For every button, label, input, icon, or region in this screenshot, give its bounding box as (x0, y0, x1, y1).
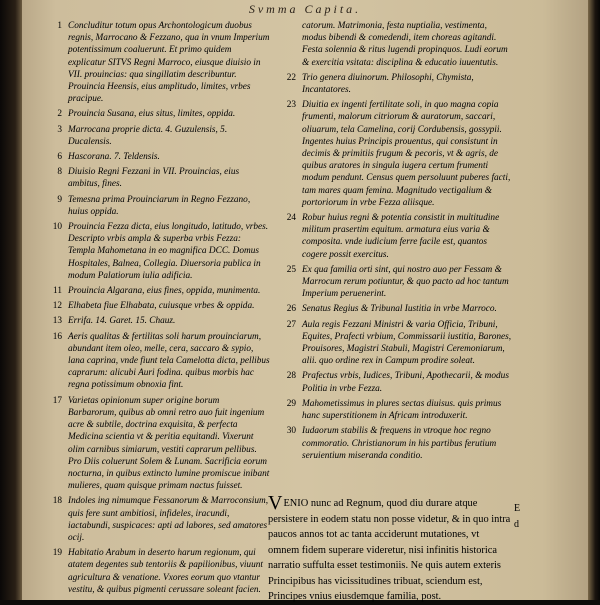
entry-number: 3 (57, 124, 62, 135)
entry-number: 10 (52, 222, 62, 233)
entry-number: 11 (53, 286, 62, 297)
entry-number: 12 (52, 301, 62, 312)
summary-entry (34, 315, 270, 327)
entry-text: Diuitia ex ingenti fertilitate soli, in quo magna copia frumenti, malorum citriorum & auratorum, saccari, oliuarum, tela Camelina, corij Cordubensis, gossypii. Ingentes huius Principis prouentus, qui consistunt in decimis & primitiis frugum & pecoris, vt & agris, de quibus aratores in singula iugera certum frumenti modum pendunt. Census quem persoluunt puberes facti, tam mares quam femina. Magnitudo vectigalium & portoriorum in vrbe Fezza aliisque. (302, 100, 511, 208)
entry-text: Prouincia Algarana, eius fines, oppida, munimenta. (68, 286, 261, 297)
entry-text: Errifa. 14. Garet. 15. Chauz. (68, 316, 176, 327)
entry-text: Marrocana proprie dicta. 4. Guzulensis, 5. Ducalensis. (68, 124, 228, 147)
entry-number: 22 (286, 72, 296, 83)
entry-number: 18 (52, 496, 62, 507)
summary-entry (34, 300, 270, 312)
summary-entry (268, 303, 512, 315)
entry-number: 28 (286, 371, 296, 382)
drop-capital: V (268, 492, 283, 514)
book-spine-shadow (0, 0, 22, 600)
entry-number: 16 (52, 331, 62, 342)
running-header: Svmma Capita. (248, 2, 362, 16)
margin-catchword: E (514, 503, 521, 514)
summary-entry (268, 319, 512, 368)
summary-entry (268, 212, 512, 261)
entry-number: 30 (286, 426, 296, 437)
entry-text: Prouincia Susana, eius situs, limites, oppida. (68, 109, 236, 120)
summary-entry (34, 495, 270, 544)
entry-number: 26 (286, 304, 296, 315)
summary-column-right (268, 20, 512, 465)
summary-entry (34, 547, 270, 596)
summary-entry (268, 264, 512, 301)
summary-entry (268, 20, 512, 69)
entry-text: Indoles ing nimumque Fessanorum & Marroconsium, quis fere sunt ambitiosi, infideles, iracundi, iactabundi, suspicaces: apti ad labores, sed amatores ocij. (68, 496, 269, 543)
body-paragraph (268, 492, 512, 605)
entry-text: Aeris qualitas & fertilitas soli harum prouinciarum, abundant item oleo, melle, cera, saccaro & sypio, lana caprina, vnde fiunt tela Camelotta dicta, pellibus caprarum: alicubi Auri fodina. quibus morbis hac regna potissimum obnoxia fint. (68, 331, 270, 391)
entry-text: Temesna prima Prouinciarum in Regno Fezzano, huius oppida. (68, 194, 251, 217)
summary-entry (34, 20, 270, 105)
entry-number: 8 (57, 167, 62, 178)
summary-entry (34, 166, 270, 190)
body-paragraph-text: ENIO nunc ad Regnum, quod diu durare atque persistere in eodem statu non posse videtur, & in quo intra paucos annos tot ac tanta acciderunt mutationes, vt omnem fidem superare videretur, nisi infinitis historica narratio suffulta esset testimoniis. Ne quis autem exteris Principibus has vicissitudines tribuat, sciendum est, Principes vnius eiusdemque familia, post. (268, 498, 511, 602)
entry-text: Trio genera diuinorum. Philosophi, Chymista, Incantatores. (302, 72, 474, 96)
entry-number: 1 (57, 21, 62, 31)
entry-text: Iudaorum stabilis & frequens in vtroque hoc regno commoratio. Christianorum in his partibus ferutium seruientium miseranda conditio. (302, 426, 497, 461)
summary-entry (34, 108, 270, 120)
entry-text: Robur huius regni & potentia consistit in multitudine militum prasertim equitum. armatura eius varia & composita. vnde iudicium ferre facile est, quantos cogere possit exercitus. (302, 213, 500, 260)
entry-text: Ex qua familia orti sint, qui nostro auo per Fessam & Marrocum rerum potiuntur, & quo pacto ad hoc tantum Imperium peruenerint. (302, 264, 509, 300)
entry-text: Habitatio Arabum in deserto harum regionum, qui atatem degentes sub tentoriis & papilionibus, viuunt agricultura & venatione. Vxores eorum quo vtantur vestitu, & quibus pigmenti cerussare soleant facien. (68, 548, 263, 595)
summary-entry (34, 151, 270, 163)
entry-text: Elhabeta fiue Elhabata, cuiusque vrbes & oppida. (68, 301, 255, 312)
entry-text: Aula regis Fezzani Ministri & varia Officia, Tribuni, Equites, Prafecti vrbium, Commissarii iustitia, Barones, Prouisores, Magistri Stabuli, Magistri Ceremoniarum, alii. quo ordine rex in Campum prodire soleat. (302, 319, 512, 367)
entry-text: Hascorana. 7. Teldensis. (68, 152, 160, 163)
entry-number: 9 (57, 194, 62, 205)
summary-entry (268, 370, 512, 394)
entry-number: 17 (52, 395, 62, 406)
entry-text: Prafectus vrbis, Iudices, Tribuni, Apothecarii, & modus Politia in vrbe Fezza. (302, 371, 509, 394)
entry-text: Varietas opinionum super origine borum Barbarorum, quibus ab omni retro auo fuit ingenium acre & subtile, doctrina exquisita, & perfecta Medicina scientia vt & peritia equitandi. Vixerunt olim carnibus simiarum, vestiti caprarum pellibus. Pro Diis coluerunt Solem & Lunam. Sacrificia eorum nocturna, in quibus extincto lumine promiscue inibant mulieres, quam quisque primam nactus fuisset. (68, 395, 270, 492)
entry-number: 13 (52, 316, 62, 327)
summary-entry (268, 425, 512, 462)
entry-number: 19 (52, 548, 62, 559)
entry-text: Mahometissimus in plures sectas diuisus. quis primus hanc superstitionem in Africam introduxerit. (302, 398, 502, 422)
entry-text: Concluditur totum opus Archontologicum duobus regnis, Marrocano & Fezzano, qua in vnum Imperium potentissimum coaluerunt. Et primo quidem explicatur SITVS Regni Marroco, eiusque diuisio in VII. prouincias: qua singillatim describuntur. Prouincia Heensis, eius amplitudo, limites, vrbes pracipue. (68, 21, 270, 105)
summary-entry (34, 331, 270, 392)
entry-number: 24 (286, 213, 296, 224)
entry-number: 25 (286, 264, 296, 275)
summary-entry (34, 221, 270, 282)
entry-number: 6 (57, 152, 62, 163)
entry-number: 2 (57, 109, 62, 120)
entry-number: 27 (286, 319, 296, 330)
summary-entry (34, 124, 270, 148)
summary-column-left (34, 20, 270, 599)
summary-entry (268, 99, 512, 209)
summary-entry (34, 194, 270, 218)
entry-text: Prouincia Fezza dicta, eius longitudo, latitudo, vrbes. Descripto vrbis ampla & superba vrbis Fezza: Templa Mahometana in eo magnifica DCC. Domus Hospitales, Balnea, Collegia. Diuersoria publica in modum Palatiorum iulia adificia. (68, 222, 269, 281)
entry-number: 23 (286, 100, 296, 111)
summary-entry (34, 395, 270, 493)
entry-text: catorum. Matrimonia, festa nuptialia, vestimenta, modus bibendi & comedendi, item choreas agitandi. Festa solennia & ritus lugendi propinquos. Ludi eorum & exercitia vsitata: disciplina & educatio iuuentutis. (302, 21, 508, 68)
margin-catchword: d (514, 519, 519, 530)
summary-entry (34, 285, 270, 297)
entry-text: Senatus Regius & Tribunal Iustitia in vrbe Marroco. (302, 304, 497, 315)
entry-text: Diuisio Regni Fezzani in VII. Prouincias, eius ambitus, fines. (68, 167, 240, 190)
summary-entry (268, 72, 512, 96)
entry-number: 29 (286, 398, 296, 409)
summary-entry (268, 398, 512, 422)
page-edge-shadow (588, 0, 600, 600)
